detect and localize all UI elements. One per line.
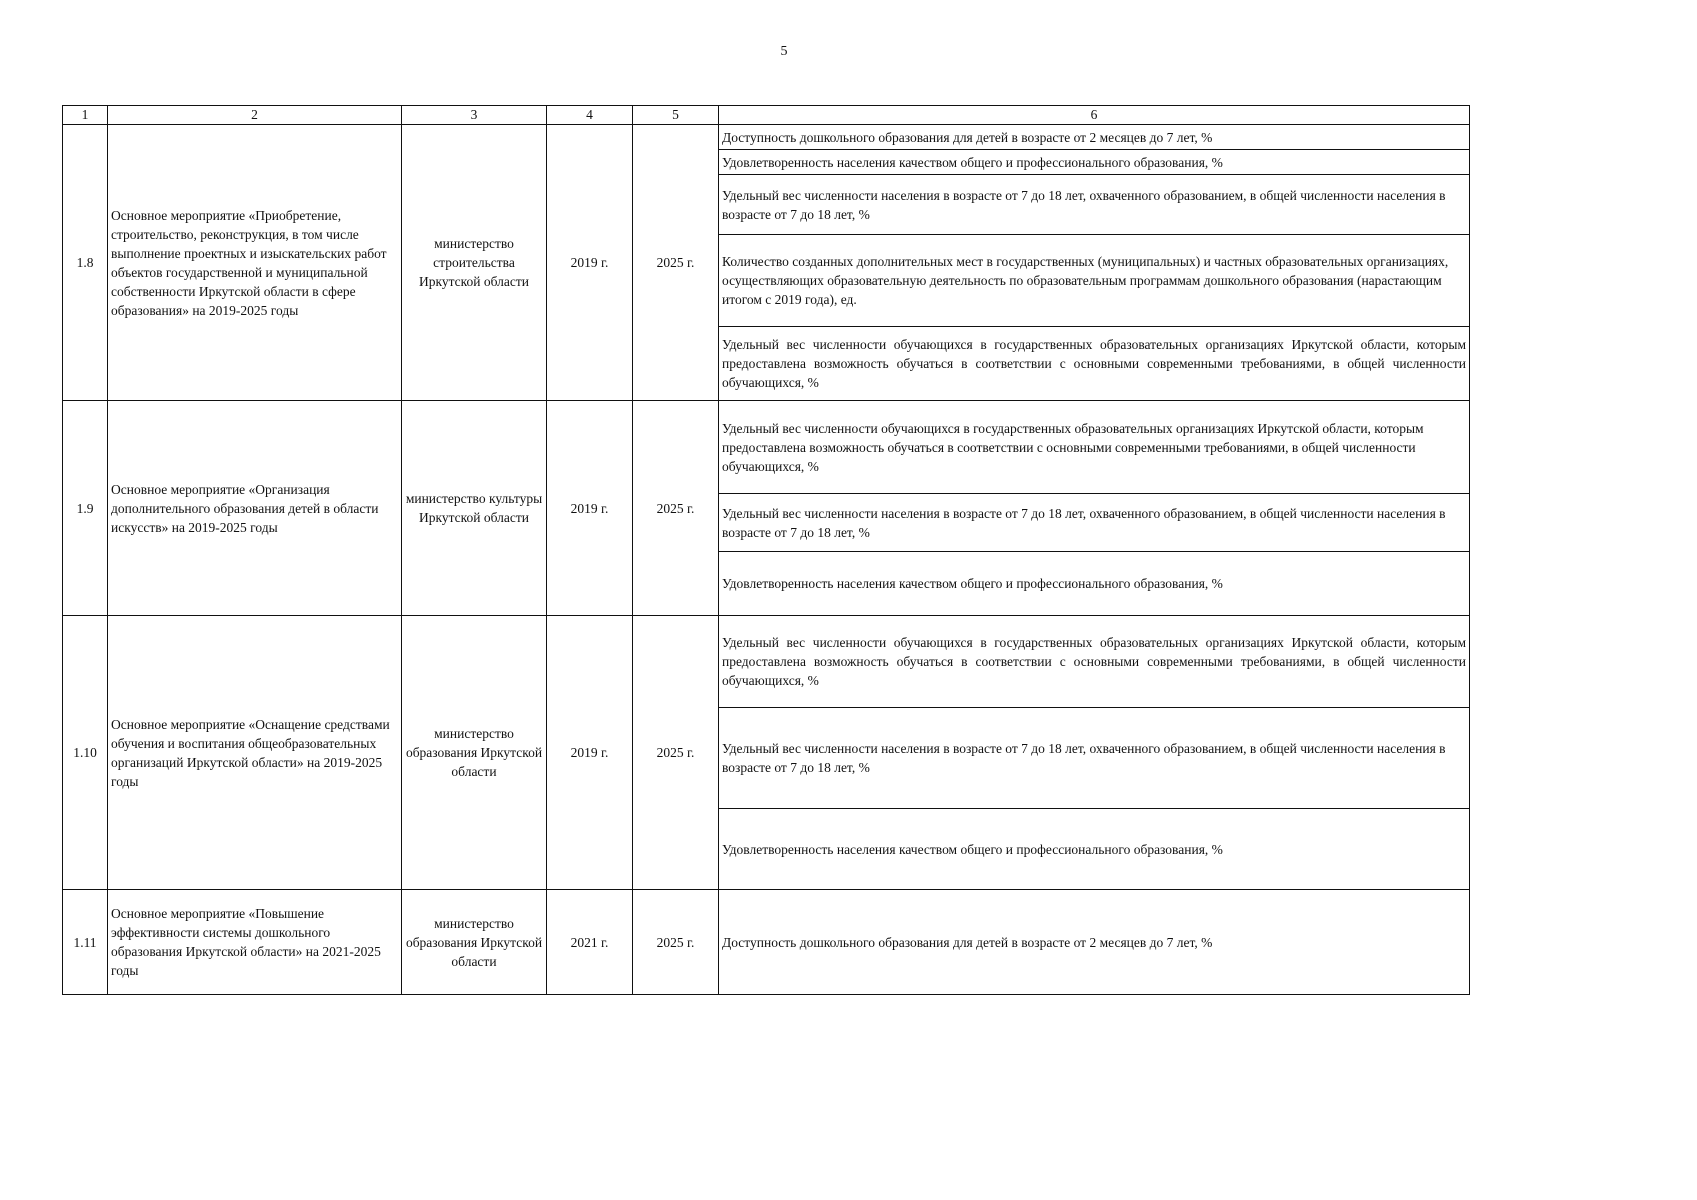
table-row <box>63 401 1470 494</box>
executor: министерство образования Иркутской области <box>402 616 547 890</box>
end-year: 2025 г. <box>633 125 719 401</box>
start-year: 2019 г. <box>547 125 633 401</box>
indicator: Удовлетворенность населения качеством общего и профессионального образования, % <box>719 552 1470 616</box>
column-header: 4 <box>547 106 633 125</box>
activity-title: Основное мероприятие «Приобретение, строительство, реконструкция, в том числе выполнение проектных и изыскательских работ объектов государственной и муниципальной собственности Иркутской области в сфере образования» на 2019-2025 годы <box>108 125 402 401</box>
end-year: 2025 г. <box>633 616 719 890</box>
row-number: 1.8 <box>63 125 108 401</box>
indicator: Удовлетворенность населения качеством общего и профессионального образования, % <box>719 809 1470 890</box>
indicator: Удельный вес численности населения в возрасте от 7 до 18 лет, охваченного образованием, в общей численности населения в возрасте от 7 до 18 лет, % <box>719 708 1470 809</box>
header-row <box>63 106 1470 125</box>
indicator: Количество созданных дополнительных мест в государственных (муниципальных) и частных образовательных организациях, осуществляющих образовательную деятельность по образовательным программам дошкольного образования (нарастающим итогом с 2019 года), ед. <box>719 235 1470 327</box>
indicator: Удельный вес численности обучающихся в государственных образовательных организациях Иркутской области, которым предоставлена возможность обучаться в соответствии с основными современными требованиями, в общей численности обучающихся, % <box>719 401 1470 494</box>
start-year: 2021 г. <box>547 890 633 995</box>
column-header: 5 <box>633 106 719 125</box>
column-header: 1 <box>63 106 108 125</box>
activity-title: Основное мероприятие «Оснащение средствами обучения и воспитания общеобразовательных организаций Иркутской области» на 2019-2025 годы <box>108 616 402 890</box>
program-activities-table <box>62 105 1470 995</box>
start-year: 2019 г. <box>547 616 633 890</box>
row-number: 1.9 <box>63 401 108 616</box>
row-number: 1.11 <box>63 890 108 995</box>
indicator: Удельный вес численности обучающихся в государственных образовательных организациях Иркутской области, которым предоставлена возможность обучаться в соответствии с основными современными требованиями, в общей численности обучающихся, % <box>719 616 1470 708</box>
column-header: 3 <box>402 106 547 125</box>
end-year: 2025 г. <box>633 890 719 995</box>
indicator: Удельный вес численности населения в возрасте от 7 до 18 лет, охваченного образованием, в общей численности населения в возрасте от 7 до 18 лет, % <box>719 175 1470 235</box>
executor: министерство строительства Иркутской области <box>402 125 547 401</box>
page-number: 5 <box>780 44 788 59</box>
executor: министерство образования Иркутской области <box>402 890 547 995</box>
table-row <box>63 616 1470 708</box>
table-row <box>63 125 1470 150</box>
indicator: Удельный вес численности обучающихся в государственных образовательных организациях Иркутской области, которым предоставлена возможность обучаться в соответствии с основными современными требованиями, в общей численности обучающихся, % <box>719 327 1470 401</box>
indicator: Удовлетворенность населения качеством общего и профессионального образования, % <box>719 150 1470 175</box>
executor: министерство культуры Иркутской области <box>402 401 547 616</box>
table-row <box>63 890 1470 995</box>
end-year: 2025 г. <box>633 401 719 616</box>
activity-title: Основное мероприятие «Организация дополнительного образования детей в области искусств» на 2019-2025 годы <box>108 401 402 616</box>
row-number: 1.10 <box>63 616 108 890</box>
indicator: Доступность дошкольного образования для детей в возрасте от 2 месяцев до 7 лет, % <box>719 125 1470 150</box>
column-header: 2 <box>108 106 402 125</box>
activity-title: Основное мероприятие «Повышение эффективности системы дошкольного образования Иркутской области» на 2021-2025 годы <box>108 890 402 995</box>
start-year: 2019 г. <box>547 401 633 616</box>
indicator: Доступность дошкольного образования для детей в возрасте от 2 месяцев до 7 лет, % <box>719 890 1470 995</box>
indicator: Удельный вес численности населения в возрасте от 7 до 18 лет, охваченного образованием, в общей численности населения в возрасте от 7 до 18 лет, % <box>719 494 1470 552</box>
column-header: 6 <box>719 106 1470 125</box>
